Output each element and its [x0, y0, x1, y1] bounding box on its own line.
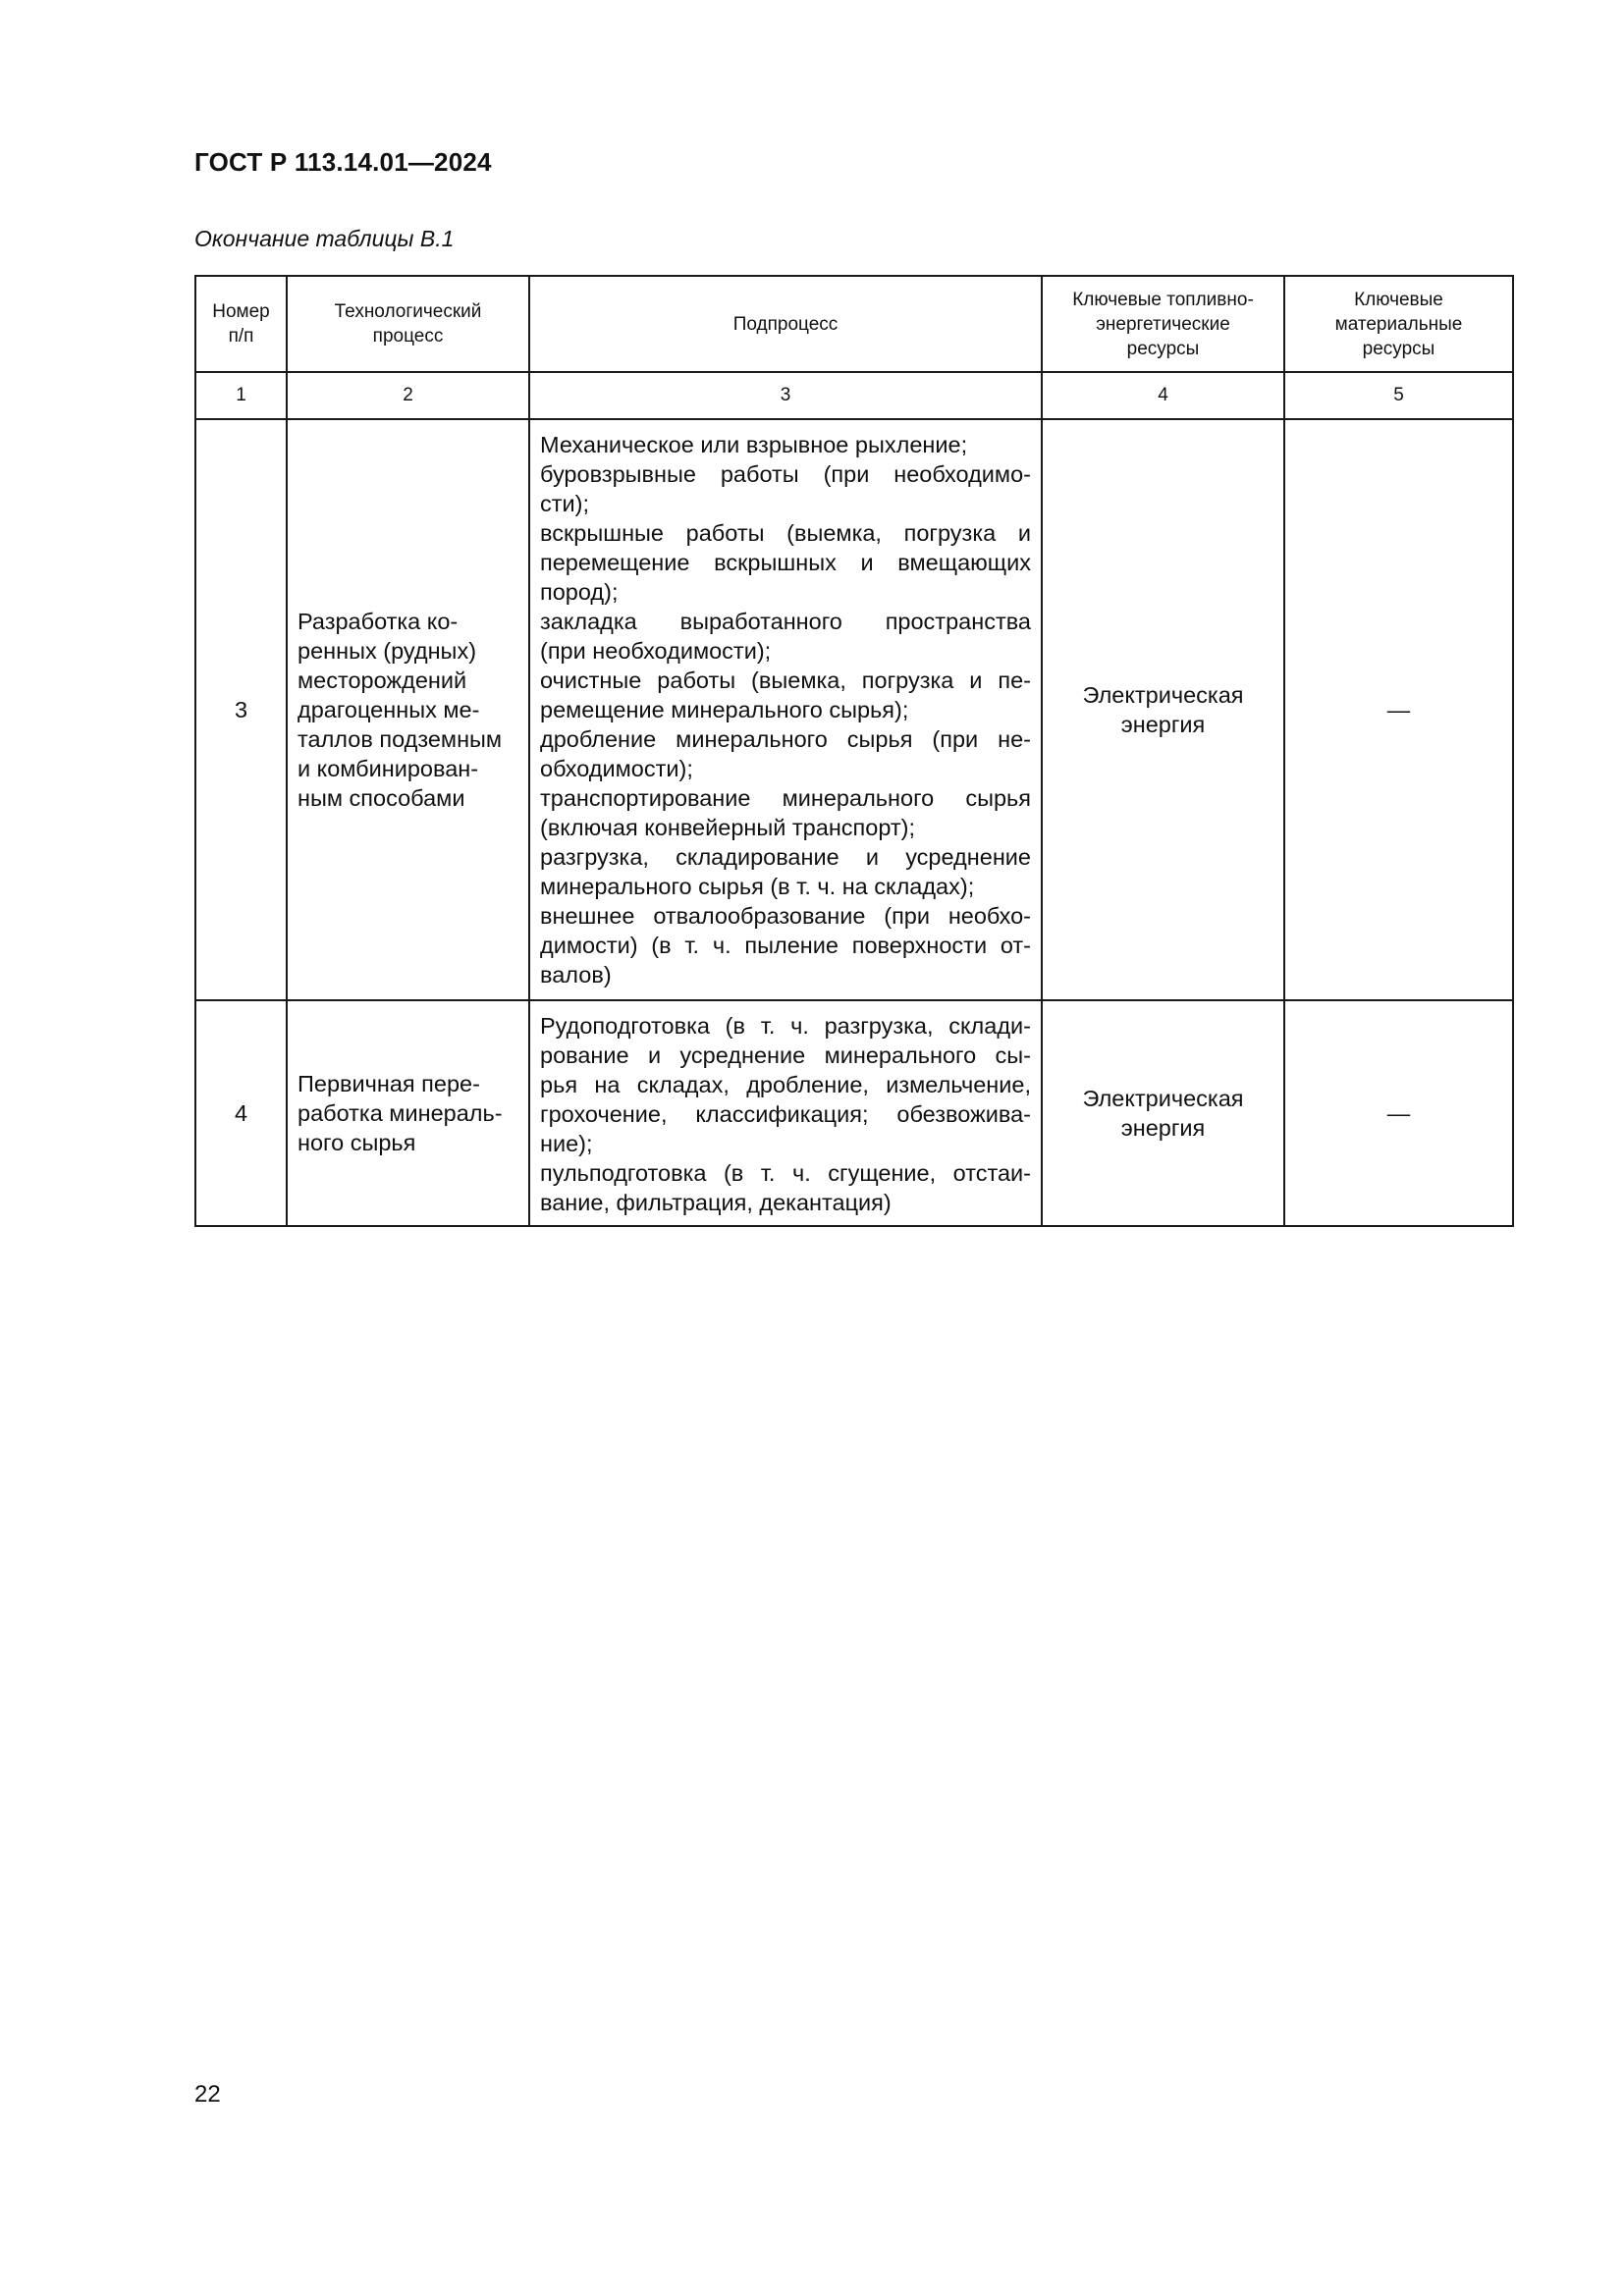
material-resources-cell: — [1284, 419, 1513, 1000]
subprocess-cell: Механическое или взрывное рыхление; буровзрывные работы (при необходимо- сти); вскрышные работы (выемка, погрузка и перемещение вскрышных и вмещающих пород); закладка выработанного пространства (при необходимости); очистные работы (выемка, погрузка и пе- ремещение минерального сырья); дробление минерального сырья (при не- обходимости); транспортирование минерального сырья (включая конвейерный транспорт); разгрузка, складирование и усреднение минерального сырья (в т. ч. на складах); внешнее отвалообразование (при необхо- димости) (в т. ч. пыление поверхности от- валов) [529, 419, 1042, 1000]
table-caption: Окончание таблицы В.1 [194, 226, 455, 251]
page-number: 22 [194, 2081, 221, 2108]
column-header-process: Технологический процесс [287, 276, 529, 372]
table-header-row [195, 276, 1513, 372]
column-numbers-row [195, 372, 1513, 419]
table-row [195, 1000, 1513, 1226]
document-header: ГОСТ Р 113.14.01—2024 [194, 147, 492, 177]
column-header-subprocess: Подпроцесс [529, 276, 1042, 372]
column-number: 4 [1042, 372, 1284, 419]
column-number: 1 [195, 372, 287, 419]
resources-table [194, 275, 1514, 1227]
table-row [195, 419, 1513, 1000]
energy-resources-cell: Электрическая энергия [1042, 1000, 1284, 1226]
energy-resources-cell: Электрическая энергия [1042, 419, 1284, 1000]
material-resources-cell: — [1284, 1000, 1513, 1226]
column-header-number: Номер п/п [195, 276, 287, 372]
row-number: 3 [195, 419, 287, 1000]
column-header-material-resources: Ключевые материальные ресурсы [1284, 276, 1513, 372]
process-cell: Разработка ко- ренных (рудных) месторождений драгоценных ме- таллов подземным и комбинирован- ным способами [287, 419, 529, 1000]
column-number: 3 [529, 372, 1042, 419]
column-header-energy-resources: Ключевые топливно- энергетические ресурсы [1042, 276, 1284, 372]
column-number: 2 [287, 372, 529, 419]
column-number: 5 [1284, 372, 1513, 419]
subprocess-cell: Рудоподготовка (в т. ч. разгрузка, склади- рование и усреднение минерального сы- рья на складах, дробление, измельчение, грохочение, классификация; обезвожива- ние); пульподготовка (в т. ч. сгущение, отстаи- вание, фильтрация, декантация) [529, 1000, 1042, 1226]
row-number: 4 [195, 1000, 287, 1226]
process-cell: Первичная пере- работка минераль- ного сырья [287, 1000, 529, 1226]
